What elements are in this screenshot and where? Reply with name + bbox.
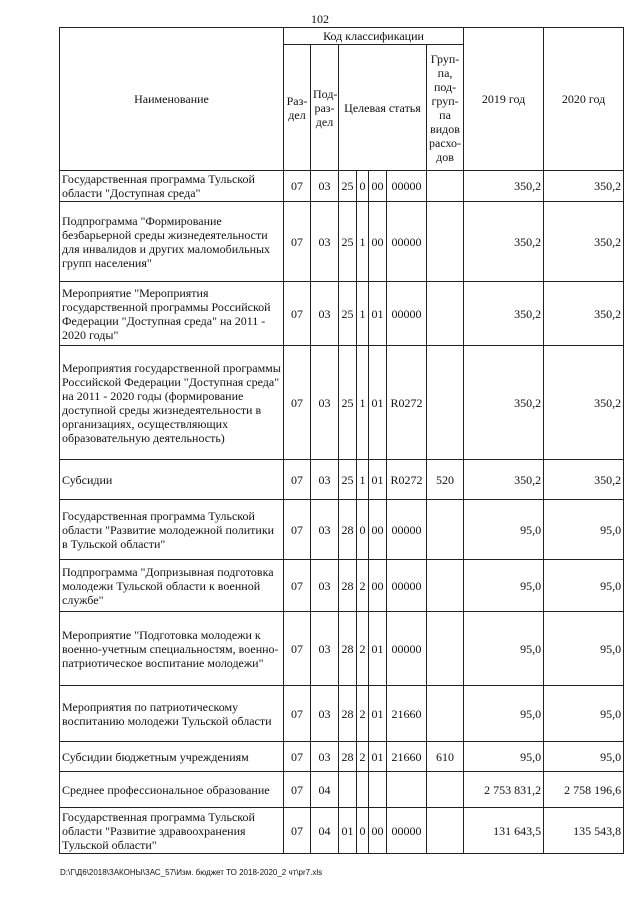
row-article-program: 25 xyxy=(339,202,357,282)
row-section: 07 xyxy=(284,346,311,460)
row-expense-group: 520 xyxy=(427,460,464,500)
row-article-subprogram: 2 xyxy=(357,612,369,686)
row-section: 07 xyxy=(284,282,311,346)
row-article-activity: 00 xyxy=(369,202,387,282)
row-article-activity: 01 xyxy=(369,612,387,686)
row-expense-group xyxy=(427,171,464,202)
row-article-subprogram: 0 xyxy=(357,500,369,560)
row-expense-group: 610 xyxy=(427,742,464,772)
row-amount-2020: 2 758 196,6 xyxy=(544,772,624,808)
header-name: Наименование xyxy=(60,28,284,171)
row-article-program: 25 xyxy=(339,346,357,460)
row-amount-2020: 350,2 xyxy=(544,202,624,282)
table-row xyxy=(60,460,624,500)
table-row xyxy=(60,560,624,612)
row-name: Государственная программа Тульской области "Доступная среда" xyxy=(60,171,284,202)
row-subsection: 03 xyxy=(311,742,339,772)
row-section: 07 xyxy=(284,500,311,560)
header-row xyxy=(60,28,624,45)
row-article-subprogram: 0 xyxy=(357,808,369,854)
row-subsection: 03 xyxy=(311,612,339,686)
table-row xyxy=(60,686,624,742)
row-subsection: 03 xyxy=(311,202,339,282)
row-subsection: 04 xyxy=(311,808,339,854)
row-article-program: 28 xyxy=(339,612,357,686)
row-amount-2019: 95,0 xyxy=(464,686,544,742)
row-article-direction: 00000 xyxy=(387,808,427,854)
row-article-activity: 00 xyxy=(369,560,387,612)
row-article-program: 01 xyxy=(339,808,357,854)
header-year-2019: 2019 год xyxy=(464,28,544,171)
row-name: Среднее профессиональное образование xyxy=(60,772,284,808)
row-name: Мероприятия государственной программы Российской Федерации "Доступная среда" на 2011 - 2020 годы (формирование доступной среды жизнедеятельности в организациях, осуществляющих образовательную деятельность) xyxy=(60,346,284,460)
row-article-activity xyxy=(369,772,387,808)
row-article-activity: 00 xyxy=(369,500,387,560)
row-article-subprogram: 2 xyxy=(357,686,369,742)
row-subsection: 03 xyxy=(311,171,339,202)
row-name: Мероприятия по патриотическому воспитанию молодежи Тульской области xyxy=(60,686,284,742)
row-name: Подпрограмма "Допризывная подготовка молодежи Тульской области к военной службе" xyxy=(60,560,284,612)
header-expense-group: Груп-па, под-груп-па видов расхо-дов xyxy=(427,45,464,171)
budget-table xyxy=(59,27,624,854)
row-amount-2019: 95,0 xyxy=(464,612,544,686)
row-amount-2020: 95,0 xyxy=(544,612,624,686)
footer-file-path: D:\Г\Д6\2018\ЗАКОНЫ\ЗАС_57\Изм. бюджет ТО 2018-2020_2 чт\pr7.xls xyxy=(60,868,323,877)
row-article-program: 28 xyxy=(339,742,357,772)
table-row xyxy=(60,772,624,808)
row-article-subprogram: 2 xyxy=(357,742,369,772)
row-expense-group xyxy=(427,560,464,612)
row-amount-2020: 95,0 xyxy=(544,500,624,560)
row-section: 07 xyxy=(284,742,311,772)
row-section: 07 xyxy=(284,560,311,612)
row-article-subprogram: 1 xyxy=(357,460,369,500)
row-amount-2020: 95,0 xyxy=(544,742,624,772)
row-article-activity: 01 xyxy=(369,742,387,772)
row-article-direction: 00000 xyxy=(387,171,427,202)
row-amount-2019: 350,2 xyxy=(464,346,544,460)
row-section: 07 xyxy=(284,612,311,686)
table-row xyxy=(60,202,624,282)
row-amount-2020: 350,2 xyxy=(544,460,624,500)
row-amount-2020: 350,2 xyxy=(544,282,624,346)
table-row xyxy=(60,346,624,460)
row-article-program: 25 xyxy=(339,460,357,500)
table-row xyxy=(60,612,624,686)
row-article-program xyxy=(339,772,357,808)
row-article-program: 28 xyxy=(339,560,357,612)
row-expense-group xyxy=(427,772,464,808)
row-amount-2019: 95,0 xyxy=(464,500,544,560)
row-article-activity: 01 xyxy=(369,346,387,460)
table-body xyxy=(60,171,624,854)
row-article-program: 25 xyxy=(339,171,357,202)
row-name: Подпрограмма "Формирование безбарьерной среды жизнедеятельности для инвалидов и других маломобильных групп населения" xyxy=(60,202,284,282)
row-amount-2019: 350,2 xyxy=(464,202,544,282)
row-article-direction: 21660 xyxy=(387,742,427,772)
row-subsection: 04 xyxy=(311,772,339,808)
row-name: Государственная программа Тульской области "Развитие здравоохранения Тульской области" xyxy=(60,808,284,854)
row-article-direction: 00000 xyxy=(387,500,427,560)
row-article-direction: R0272 xyxy=(387,460,427,500)
row-amount-2020: 135 543,8 xyxy=(544,808,624,854)
header-code-group: Код классификации xyxy=(284,28,464,45)
row-subsection: 03 xyxy=(311,500,339,560)
row-amount-2019: 2 753 831,2 xyxy=(464,772,544,808)
row-amount-2019: 95,0 xyxy=(464,742,544,772)
table-row xyxy=(60,282,624,346)
row-article-activity: 00 xyxy=(369,808,387,854)
row-name: Мероприятие "Подготовка молодежи к военно-учетным специальностям, военно-патриотическое воспитание молодежи" xyxy=(60,612,284,686)
row-amount-2020: 350,2 xyxy=(544,171,624,202)
row-article-direction: 21660 xyxy=(387,686,427,742)
row-article-direction: 00000 xyxy=(387,560,427,612)
row-section: 07 xyxy=(284,772,311,808)
row-article-subprogram: 1 xyxy=(357,346,369,460)
row-article-subprogram xyxy=(357,772,369,808)
row-section: 07 xyxy=(284,171,311,202)
row-expense-group xyxy=(427,808,464,854)
row-article-activity: 01 xyxy=(369,686,387,742)
row-expense-group xyxy=(427,612,464,686)
row-expense-group xyxy=(427,202,464,282)
row-amount-2019: 350,2 xyxy=(464,171,544,202)
row-section: 07 xyxy=(284,202,311,282)
row-section: 07 xyxy=(284,686,311,742)
header-section: Раз-дел xyxy=(284,45,311,171)
row-amount-2020: 95,0 xyxy=(544,560,624,612)
row-article-subprogram: 1 xyxy=(357,282,369,346)
row-name: Субсидии xyxy=(60,460,284,500)
table-row xyxy=(60,500,624,560)
row-amount-2020: 350,2 xyxy=(544,346,624,460)
row-subsection: 03 xyxy=(311,460,339,500)
row-expense-group xyxy=(427,346,464,460)
row-article-subprogram: 1 xyxy=(357,202,369,282)
row-amount-2020: 95,0 xyxy=(544,686,624,742)
row-section: 07 xyxy=(284,808,311,854)
row-article-direction: R0272 xyxy=(387,346,427,460)
row-amount-2019: 350,2 xyxy=(464,460,544,500)
row-article-direction: 00000 xyxy=(387,202,427,282)
row-name: Мероприятие "Мероприятия государственной программы Российской Федерации "Доступная среда" на 2011 - 2020 годы" xyxy=(60,282,284,346)
row-amount-2019: 95,0 xyxy=(464,560,544,612)
row-expense-group xyxy=(427,282,464,346)
page-number: 102 xyxy=(311,12,329,26)
row-subsection: 03 xyxy=(311,282,339,346)
header-subsection: Под-раз-дел xyxy=(311,45,339,171)
row-article-program: 28 xyxy=(339,500,357,560)
row-article-subprogram: 0 xyxy=(357,171,369,202)
row-name: Субсидии бюджетным учреждениям xyxy=(60,742,284,772)
row-amount-2019: 350,2 xyxy=(464,282,544,346)
row-expense-group xyxy=(427,686,464,742)
row-article-activity: 01 xyxy=(369,282,387,346)
row-article-program: 28 xyxy=(339,686,357,742)
row-article-direction xyxy=(387,772,427,808)
table-row xyxy=(60,171,624,202)
row-article-activity: 00 xyxy=(369,171,387,202)
row-amount-2019: 131 643,5 xyxy=(464,808,544,854)
row-subsection: 03 xyxy=(311,686,339,742)
row-section: 07 xyxy=(284,460,311,500)
row-subsection: 03 xyxy=(311,346,339,460)
row-name: Государственная программа Тульской области "Развитие молодежной политики в Тульской области" xyxy=(60,500,284,560)
header-target-article: Целевая статья xyxy=(339,45,427,171)
row-article-direction: 00000 xyxy=(387,282,427,346)
row-subsection: 03 xyxy=(311,560,339,612)
header-year-2020: 2020 год xyxy=(544,28,624,171)
row-article-subprogram: 2 xyxy=(357,560,369,612)
row-expense-group xyxy=(427,500,464,560)
row-article-direction: 00000 xyxy=(387,612,427,686)
table-row xyxy=(60,808,624,854)
row-article-activity: 01 xyxy=(369,460,387,500)
row-article-program: 25 xyxy=(339,282,357,346)
table-row xyxy=(60,742,624,772)
